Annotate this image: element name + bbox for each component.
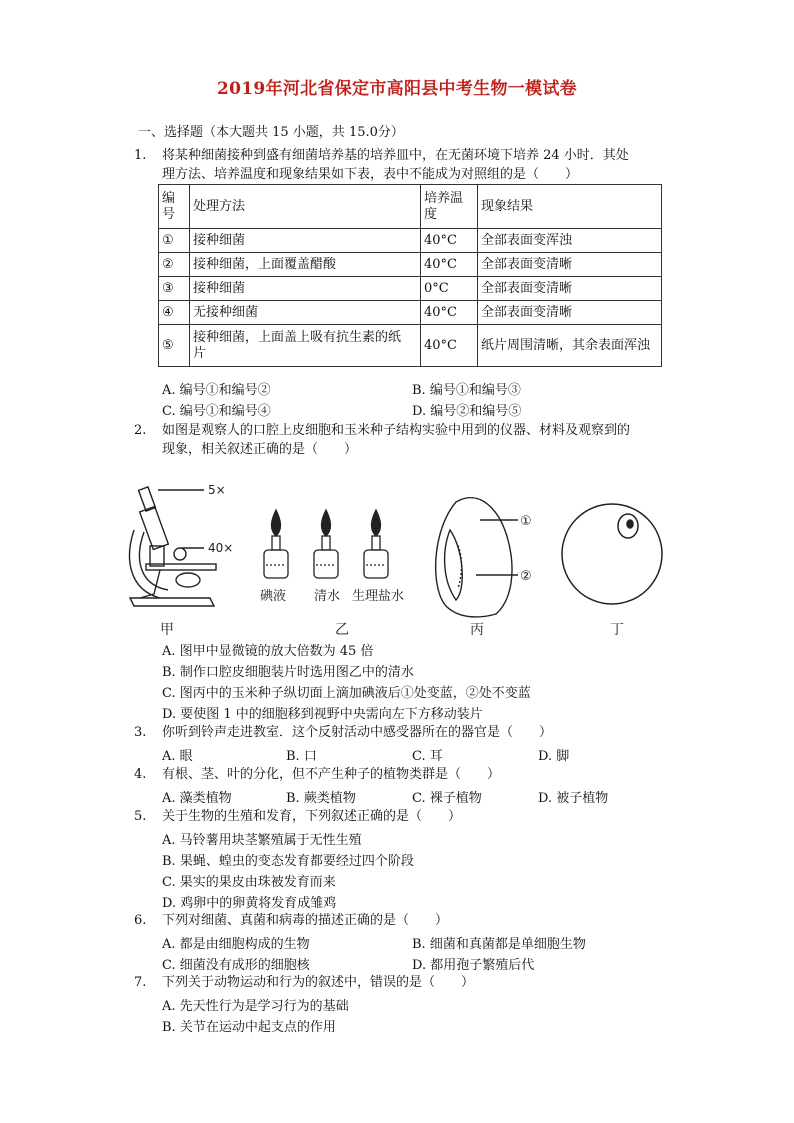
row-temp: 0°C bbox=[421, 277, 478, 301]
q2-stem-line1: 如图是观察人的口腔上皮细胞和玉米种子结构实验中用到的仪器、材料及观察到的 bbox=[162, 423, 631, 438]
q5-option-a[interactable]: A. 马铃薯用块茎繁殖属于无性生殖 bbox=[162, 833, 362, 848]
q1-option-c[interactable]: C. 编号①和编号④ bbox=[162, 404, 271, 419]
q3-option-d[interactable]: D. 脚 bbox=[538, 749, 570, 764]
header-cell-result: 现象结果 bbox=[478, 185, 662, 229]
q2-stem-line2: 现象，相关叙述正确的是（ ） bbox=[162, 442, 358, 457]
q7-option-a[interactable]: A. 先天性行为是学习行为的基础 bbox=[162, 999, 349, 1014]
q2-option-b[interactable]: B. 制作口腔皮细胞装片时选用图乙中的清水 bbox=[162, 665, 414, 680]
row-id: ④ bbox=[159, 301, 190, 325]
q5-stem: 关于生物的生殖和发育，下列叙述正确的是（ ） bbox=[162, 809, 462, 824]
q5-number: 5. bbox=[134, 809, 147, 824]
bottle-label-iodine: 碘液 bbox=[260, 589, 287, 604]
dropper-bottle bbox=[264, 510, 288, 578]
q2-number: 2. bbox=[134, 423, 147, 438]
row-method: 无接种细菌 bbox=[190, 301, 421, 325]
header-cell-method: 处理方法 bbox=[190, 185, 421, 229]
q2-option-c[interactable]: C. 图丙中的玉米种子纵切面上滴加碘液后①处变蓝，②处不变蓝 bbox=[162, 686, 531, 701]
q3-option-c[interactable]: C. 耳 bbox=[412, 749, 443, 764]
q1-option-b[interactable]: B. 编号①和编号③ bbox=[412, 383, 521, 398]
row-method: 接种细菌，上面覆盖醋酸 bbox=[190, 253, 421, 277]
bottle-label-saline: 生理盐水 bbox=[352, 589, 405, 604]
row-id: ③ bbox=[159, 277, 190, 301]
q2-option-d[interactable]: D. 要使图 1 中的细胞移到视野中央需向左下方移动装片 bbox=[162, 707, 483, 722]
table-row bbox=[159, 277, 662, 301]
q3-stem: 你听到铃声走进教室．这个反射活动中感受器所在的器官是（ ） bbox=[162, 725, 553, 740]
q4-number: 4. bbox=[134, 767, 147, 782]
row-temp: 40°C bbox=[421, 301, 478, 325]
table-header-row bbox=[159, 185, 662, 229]
q4-option-a[interactable]: A. 藻类植物 bbox=[162, 791, 232, 806]
q7-number: 7. bbox=[134, 975, 147, 990]
q6-option-d[interactable]: D. 都用孢子繁殖后代 bbox=[412, 958, 535, 973]
q1-stem-line2: 理方法、培养温度和现象结果如下表，表中不能成为对照组的是（ ） bbox=[162, 167, 579, 182]
q6-option-c[interactable]: C. 细菌没有成形的细胞核 bbox=[162, 958, 310, 973]
dropper-bottle bbox=[364, 510, 388, 578]
q7-stem: 下列关于动物运动和行为的叙述中，错误的是（ ） bbox=[162, 975, 475, 990]
row-temp: 40°C bbox=[421, 253, 478, 277]
row-result: 全部表面变清晰 bbox=[478, 277, 662, 301]
corn-seed-illustration bbox=[436, 498, 518, 617]
dropper-bottle bbox=[314, 510, 338, 578]
row-id: ① bbox=[159, 229, 190, 253]
row-method: 接种细菌，上面盖上吸有抗生素的纸 片 bbox=[190, 325, 421, 367]
q3-number: 3. bbox=[134, 725, 147, 740]
q2-option-a[interactable]: A. 图甲中显微镜的放大倍数为 45 倍 bbox=[162, 644, 374, 659]
row-result: 全部表面变清晰 bbox=[478, 301, 662, 325]
mag-bottom-label: 40× bbox=[208, 541, 234, 555]
section-heading: 一、选择题（本大题共 15 小题，共 15.0分） bbox=[138, 125, 404, 140]
header-cell-temp: 培养温 度 bbox=[421, 185, 478, 229]
row-result: 全部表面变浑浊 bbox=[478, 229, 662, 253]
q2-figure bbox=[120, 470, 680, 640]
q6-stem: 下列对细菌、真菌和病毒的描述正确的是（ ） bbox=[162, 913, 449, 928]
q4-option-b[interactable]: B. 蕨类植物 bbox=[286, 791, 356, 806]
panel-label-ding: 丁 bbox=[610, 622, 624, 638]
table-row bbox=[159, 229, 662, 253]
q6-option-b[interactable]: B. 细菌和真菌都是单细胞生物 bbox=[412, 937, 586, 952]
table-row bbox=[159, 325, 662, 367]
q4-option-c[interactable]: C. 裸子植物 bbox=[412, 791, 482, 806]
panel-label-jia: 甲 bbox=[160, 622, 174, 638]
row-temp: 40°C bbox=[421, 325, 478, 367]
q6-option-a[interactable]: A. 都是由细胞构成的生物 bbox=[162, 937, 310, 952]
q1-option-a[interactable]: A. 编号①和编号② bbox=[162, 383, 271, 398]
bottle-label-water: 清水 bbox=[314, 589, 341, 604]
q4-option-d[interactable]: D. 被子植物 bbox=[538, 791, 609, 806]
experiment-table bbox=[158, 184, 662, 367]
q5-option-b[interactable]: B. 果蝇、蝗虫的变态发育都要经过四个阶段 bbox=[162, 854, 414, 869]
q1-stem-line1: 将某种细菌接种到盛有细菌培养基的培养皿中，在无菌环境下培养 24 小时．其处 bbox=[162, 148, 629, 163]
q5-option-d[interactable]: D. 鸡卵中的卵黄将发育成雏鸡 bbox=[162, 896, 337, 911]
q3-option-b[interactable]: B. 口 bbox=[286, 749, 317, 764]
table-row bbox=[159, 253, 662, 277]
q7-option-b[interactable]: B. 关节在运动中起支点的作用 bbox=[162, 1020, 336, 1035]
row-temp: 40°C bbox=[421, 229, 478, 253]
q5-option-c[interactable]: C. 果实的果皮由珠被发育而来 bbox=[162, 875, 336, 890]
table-row bbox=[159, 301, 662, 325]
panel-label-yi: 乙 bbox=[335, 622, 349, 638]
panel-label-bing: 丙 bbox=[470, 622, 484, 638]
q1-option-d[interactable]: D. 编号②和编号⑤ bbox=[412, 404, 522, 419]
row-id: ② bbox=[159, 253, 190, 277]
seed-mark-2: ② bbox=[520, 569, 532, 584]
row-method: 接种细菌 bbox=[190, 229, 421, 253]
row-id: ⑤ bbox=[159, 325, 190, 367]
microscope-view-illustration bbox=[562, 504, 662, 604]
seed-mark-1: ① bbox=[520, 514, 532, 529]
q4-stem: 有根、茎、叶的分化，但不产生种子的植物类群是（ ） bbox=[162, 767, 501, 782]
mag-top-label: 5× bbox=[208, 483, 226, 497]
q1-number: 1. bbox=[134, 148, 147, 163]
microscope-illustration bbox=[130, 487, 216, 606]
row-result: 全部表面变清晰 bbox=[478, 253, 662, 277]
page-title: 2019年河北省保定市高阳县中考生物一模试卷 bbox=[217, 79, 577, 99]
row-method: 接种细菌 bbox=[190, 277, 421, 301]
row-result: 纸片周围清晰，其余表面浑浊 bbox=[478, 325, 662, 367]
header-cell-id: 编号 bbox=[159, 185, 190, 229]
q3-option-a[interactable]: A. 眼 bbox=[162, 749, 193, 764]
q6-number: 6. bbox=[134, 913, 147, 928]
